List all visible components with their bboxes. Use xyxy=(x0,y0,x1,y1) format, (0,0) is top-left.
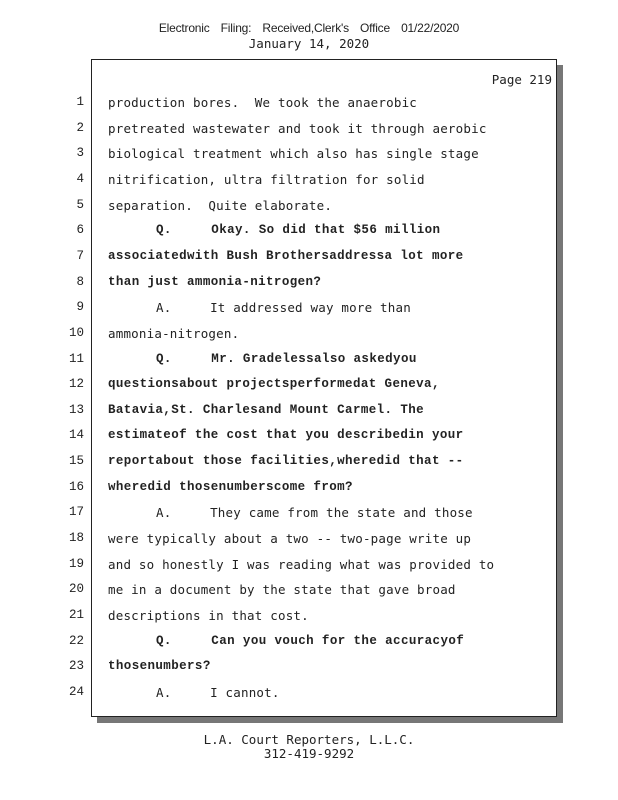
transcript-line xyxy=(0,428,618,448)
page-number: Page 219 xyxy=(491,72,552,87)
transcript-line xyxy=(0,95,618,115)
transcript-line xyxy=(0,582,618,602)
line-number: 19 xyxy=(68,556,84,571)
line-text: estimateof the cost that you describedin your xyxy=(108,428,464,443)
transcript-line xyxy=(0,300,618,320)
line-number: 9 xyxy=(76,300,84,315)
line-text: separation. Quite elaborate. xyxy=(108,197,333,213)
line-number: 3 xyxy=(76,146,84,161)
line-number: 15 xyxy=(68,454,84,469)
line-number: 10 xyxy=(68,325,84,340)
line-text: A. I cannot. xyxy=(156,684,280,700)
transcript-line xyxy=(0,403,618,423)
transcript-line xyxy=(0,454,618,474)
transcript-line xyxy=(0,659,618,679)
line-number: 16 xyxy=(68,479,84,494)
line-number: 23 xyxy=(68,659,84,674)
filing-stamp: Electronic Filing: Received,Clerk's Office 01/22/2020 xyxy=(158,21,460,35)
line-text: than just ammonia-nitrogen? xyxy=(108,274,322,289)
transcript-line xyxy=(0,634,618,654)
line-number: 4 xyxy=(76,171,84,186)
line-text: Q. Can you vouch for the accuracyof xyxy=(156,633,465,648)
line-text: A. They came from the state and those xyxy=(156,505,473,521)
line-number: 18 xyxy=(68,531,84,546)
transcript-date: January 14, 2020 xyxy=(248,36,370,51)
line-number: 17 xyxy=(68,505,84,520)
footer xyxy=(0,733,618,761)
transcript-line xyxy=(0,121,618,141)
line-text: reportabout those facilities,wheredid that -- xyxy=(108,454,464,469)
line-number: 12 xyxy=(68,377,84,392)
line-text: associatedwith Bush Brothersaddressa lot more xyxy=(108,248,464,263)
line-text: descriptions in that cost. xyxy=(108,608,309,623)
reporter-phone: 312-419-9292 xyxy=(263,746,355,761)
line-text: wheredid thosenumberscome from? xyxy=(108,479,353,494)
line-text: me in a document by the state that gave broad xyxy=(108,582,456,598)
transcript-line xyxy=(0,480,618,500)
line-text: nitrification, ultra filtration for solid xyxy=(108,171,425,187)
line-text: were typically about a two -- two-page write up xyxy=(108,531,472,547)
transcript-line xyxy=(0,505,618,525)
line-number: 24 xyxy=(68,684,84,699)
transcript-line xyxy=(0,198,618,218)
line-number: 7 xyxy=(76,248,84,263)
line-number: 13 xyxy=(68,402,84,417)
line-text: ammonia-nitrogen. xyxy=(108,325,240,341)
line-text: pretreated wastewater and took it through aerobic xyxy=(108,120,487,136)
reporter-company: L.A. Court Reporters, L.L.C. xyxy=(203,732,415,747)
line-number: 22 xyxy=(68,633,84,648)
transcript-line xyxy=(0,146,618,166)
transcript-line xyxy=(0,172,618,192)
line-text: A. It addressed way more than xyxy=(156,300,411,316)
line-text: Batavia,St. Charlesand Mount Carmel. The xyxy=(108,402,425,417)
line-text: biological treatment which also has single stage xyxy=(108,146,479,162)
line-text: questionsabout projectsperformedat Geneva, xyxy=(108,377,440,392)
line-number: 11 xyxy=(68,351,84,366)
line-number: 5 xyxy=(76,197,84,212)
transcript-line xyxy=(0,223,618,243)
transcript-line xyxy=(0,608,618,628)
transcript-line xyxy=(0,557,618,577)
line-number: 8 xyxy=(76,274,84,289)
transcript-line xyxy=(0,326,618,346)
line-text: and so honestly I was reading what was provided to xyxy=(108,556,495,572)
transcript-line xyxy=(0,275,618,295)
line-text: thosenumbers? xyxy=(108,659,211,674)
line-number: 20 xyxy=(68,582,84,597)
transcript-line xyxy=(0,531,618,551)
line-text: Q. Okay. So did that $56 million xyxy=(156,223,441,238)
transcript-line xyxy=(0,685,618,705)
line-number: 1 xyxy=(76,95,84,109)
line-number: 2 xyxy=(76,120,84,135)
transcript-line xyxy=(0,352,618,372)
line-number: 6 xyxy=(76,223,84,238)
line-number: 14 xyxy=(68,428,84,443)
transcript-line xyxy=(0,377,618,397)
line-text: Q. Mr. Gradelessalso askedyou xyxy=(156,351,417,366)
line-number: 21 xyxy=(68,608,84,622)
line-text: production bores. We took the anaerobic xyxy=(108,95,418,110)
transcript-line xyxy=(0,249,618,269)
